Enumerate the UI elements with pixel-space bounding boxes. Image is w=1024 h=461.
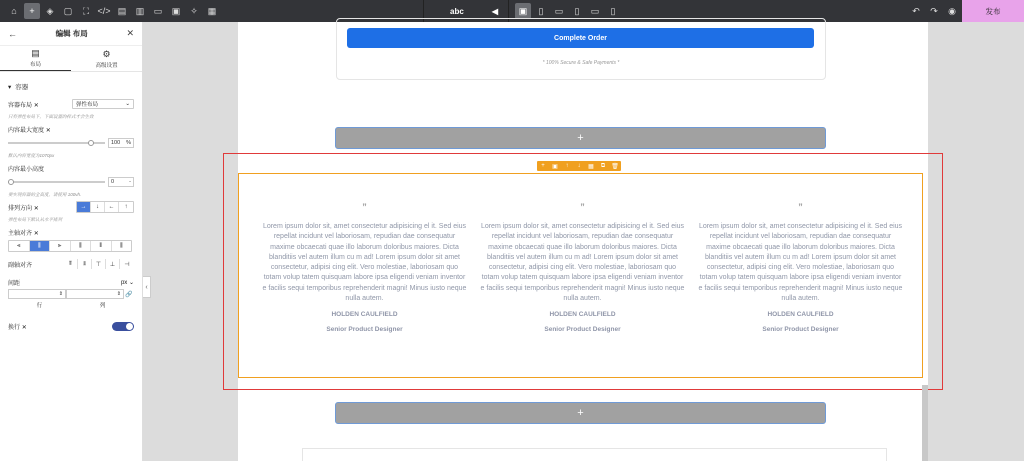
- tablet-portrait-icon[interactable]: ▯: [574, 5, 580, 16]
- gap-input-labels: [0, 299, 142, 311]
- add-section-button[interactable]: +: [335, 127, 826, 149]
- mobile-icon[interactable]: ▯: [610, 5, 616, 16]
- canvas-scrollbar[interactable]: [922, 385, 928, 461]
- layout-icon[interactable]: ▦: [588, 163, 594, 170]
- align-stretch-icon[interactable]: ⊥: [106, 259, 120, 269]
- testimonial-text: Lorem ipsum dolor sit, amet consectetur adipisicing el it. Sed eius repellat incidunt vel laboriosam, repudian dae consequatur maxime obcaecati quae illo laborum doloribus maiores. Dicta blanditiis vel autem illum cu m ad! Lorem ipsum dolor sit amet consectetur, adipisi cing elit. Vero molestiae, laboriosam quo totam volup tatem quisquam labore ipsa eligendi veniam inventor e facilis sequi temporibus reprehenderit magni! Minus iusto neque nulla autem.: [262, 223, 467, 303]
- align-label: 副轴对齐: [8, 262, 33, 269]
- section-toolbar: [537, 161, 621, 171]
- testimonial-name: HOLDEN CAULFIELD: [549, 311, 616, 319]
- gear-icon: ⚙: [102, 48, 111, 59]
- max-width-input[interactable]: 100 %: [108, 138, 134, 148]
- desktop-icon[interactable]: ▣: [515, 3, 531, 19]
- container-layout-label: 容器布局 ✕: [8, 102, 39, 109]
- justify-center-icon[interactable]: ⫼: [30, 241, 51, 251]
- tab-advanced-label: 高级设置: [95, 62, 118, 69]
- fullscreen-icon[interactable]: ⛶: [82, 5, 90, 16]
- tab-layout[interactable]: [0, 46, 71, 71]
- direction-row-icon[interactable]: →: [77, 202, 91, 212]
- direction-column-icon[interactable]: ↓: [91, 202, 105, 212]
- layout-icon: ▤: [31, 48, 40, 58]
- quote-icon: ”: [580, 202, 585, 212]
- justify-buttons-row: [0, 239, 142, 253]
- image-icon[interactable]: ▣: [171, 5, 181, 16]
- gap-row-label: 行: [36, 303, 43, 309]
- link-icon[interactable]: 🔗: [125, 291, 133, 298]
- section-container-header[interactable]: [0, 72, 142, 97]
- justify-between-icon[interactable]: ⫼: [71, 241, 92, 251]
- responsive-x-icon: ✕: [33, 230, 39, 237]
- max-width-label: 内容最大宽度 ✕: [8, 127, 51, 134]
- tablet-icon[interactable]: ▯: [538, 5, 544, 16]
- testimonial-role: Senior Product Designer: [326, 326, 403, 334]
- testimonial-role: Senior Product Designer: [544, 326, 621, 334]
- quote-icon: ”: [798, 202, 803, 212]
- min-height-slider-row: [0, 175, 142, 189]
- direction-row-reverse-icon[interactable]: ←: [105, 202, 119, 212]
- align-baseline-icon[interactable]: ⊣: [124, 261, 130, 268]
- responsive-x-icon: ✕: [33, 102, 39, 109]
- code-icon[interactable]: </>: [97, 6, 111, 16]
- gap-row: [0, 275, 142, 289]
- panel-header: [0, 22, 142, 46]
- direction-label: 排列方向 ✕: [8, 205, 39, 212]
- publish-button[interactable]: 发布: [962, 0, 1024, 22]
- duplicate-icon[interactable]: ⧉: [600, 162, 606, 169]
- home-icon[interactable]: ⌂: [11, 6, 17, 16]
- align-start-icon[interactable]: ⫪: [64, 259, 78, 269]
- section-title: 容器: [15, 84, 29, 91]
- caret-left-icon: ◀: [491, 6, 498, 16]
- redo-icon[interactable]: ↷: [930, 5, 938, 16]
- max-width-slider-row: [0, 136, 142, 150]
- justify-start-icon[interactable]: ⫷: [9, 241, 30, 251]
- editor-canvas: [238, 22, 928, 461]
- tab-advanced[interactable]: [71, 46, 142, 71]
- magic-icon[interactable]: ✧: [190, 5, 198, 16]
- toolbar-left-group: [0, 3, 423, 19]
- slider-thumb[interactable]: [8, 179, 14, 185]
- justify-evenly-icon[interactable]: ⫼: [119, 242, 123, 249]
- justify-row: [0, 225, 142, 239]
- min-height-slider[interactable]: [8, 181, 105, 183]
- add-section-button[interactable]: +: [335, 402, 826, 424]
- layers-icon[interactable]: ◈: [46, 5, 54, 16]
- chevron-down-icon: ⌄: [125, 101, 130, 107]
- gap-inputs: [0, 289, 142, 299]
- chevron-down-icon: ▾: [8, 83, 12, 91]
- settings-panel: [0, 22, 143, 461]
- collapse-panel-button[interactable]: ‹: [143, 276, 151, 298]
- align-buttons: [64, 259, 134, 269]
- container-layout-value: 弹性布局: [76, 102, 99, 108]
- complete-order-button[interactable]: Complete Order: [347, 28, 814, 48]
- page-name: abc: [450, 6, 464, 16]
- container-layout-select[interactable]: [72, 99, 134, 109]
- move-up-icon[interactable]: ↑: [565, 163, 569, 169]
- justify-label: 主轴对齐 ✕: [8, 230, 39, 237]
- wrap-label: 换行 ✕: [8, 324, 27, 331]
- align-row: [0, 257, 142, 271]
- wrap-row: [0, 319, 142, 333]
- next-section-card: [302, 448, 887, 461]
- justify-end-icon[interactable]: ⫸: [50, 241, 71, 251]
- gap-unit-select[interactable]: px ⌄: [120, 279, 134, 286]
- testimonial-card: [480, 202, 685, 333]
- max-width-slider[interactable]: [8, 142, 105, 144]
- trash-icon[interactable]: 🗑: [611, 163, 619, 170]
- back-arrow-icon[interactable]: ←: [8, 28, 17, 39]
- responsive-x-icon: ✕: [21, 324, 27, 331]
- direction-hint: 弹性布局下默认从水平排列: [8, 217, 62, 222]
- responsive-x-icon: ✕: [33, 205, 39, 212]
- file-icon[interactable]: ▤: [117, 5, 127, 16]
- plus-icon[interactable]: +: [24, 3, 40, 19]
- direction-row: [0, 200, 142, 214]
- secure-payments-text: * 100% Secure & Safe Payments *: [542, 60, 620, 66]
- max-width-row: [0, 122, 142, 136]
- tab-layout-label: 布局: [29, 62, 41, 68]
- justify-buttons: [8, 240, 132, 252]
- min-height-label: 内容最小高度: [8, 166, 45, 173]
- panel-tabs: [0, 46, 142, 72]
- folder-icon[interactable]: ▣: [552, 163, 558, 170]
- device-switcher: [509, 3, 621, 19]
- square-icon[interactable]: ▢: [63, 5, 73, 16]
- laptop-icon[interactable]: ▭: [554, 5, 564, 16]
- container-layout-hint: 只有弹性布局下，下面设置的样式才会生效: [8, 114, 94, 119]
- quote-icon: ”: [362, 202, 367, 212]
- gap-column-input[interactable]: ⇕: [66, 289, 124, 299]
- move-down-icon[interactable]: ↓: [577, 163, 581, 169]
- direction-buttons: [76, 201, 134, 213]
- testimonial-name: HOLDEN CAULFIELD: [331, 311, 398, 319]
- responsive-x-icon: ✕: [45, 127, 51, 134]
- gap-row-input[interactable]: ⇕: [8, 289, 66, 299]
- frame-icon[interactable]: ▭: [153, 5, 163, 16]
- justify-around-icon[interactable]: ⫴: [91, 241, 112, 251]
- tablet-landscape-icon[interactable]: ▭: [590, 5, 600, 16]
- testimonial-card: [262, 202, 467, 333]
- wrap-toggle[interactable]: [112, 322, 134, 331]
- close-icon[interactable]: ✕: [126, 28, 134, 38]
- direction-column-reverse-icon[interactable]: ↑: [124, 204, 128, 210]
- slider-thumb[interactable]: [88, 140, 94, 146]
- testimonial-name: HOLDEN CAULFIELD: [767, 311, 834, 319]
- add-icon[interactable]: +: [541, 163, 545, 169]
- max-width-hint: 默认内容宽度为1070px: [8, 153, 55, 158]
- testimonial-text: Lorem ipsum dolor sit, amet consectetur adipisicing el it. Sed eius repellat incidunt vel laboriosam, repudian dae consequatur maxime obcaecati quae illo laborum doloribus maiores. Dicta blanditiis vel autem illum cu m ad! Lorem ipsum dolor sit amet consectetur, adipisi cing elit. Vero molestiae, laboriosam quo totam volup tatem quisquam labore ipsa eligendi veniam inventor e facilis sequi temporibus reprehenderit magni! Minus iusto neque nulla autem.: [480, 223, 685, 303]
- toolbar-right-group: [908, 3, 960, 19]
- save-icon[interactable]: ▦: [207, 5, 217, 16]
- gap-label: 间距: [8, 280, 21, 287]
- panel-title: 编辑 布局: [55, 29, 88, 38]
- gap-column-label: 列: [99, 303, 106, 309]
- min-height-hint: 要实现容器的全高度，请使用 100vh.: [8, 192, 82, 197]
- template-icon[interactable]: ▥: [135, 5, 145, 16]
- testimonial-card: [698, 202, 903, 333]
- min-height-row: [0, 161, 142, 175]
- testimonial-role: Senior Product Designer: [762, 326, 839, 334]
- align-end-icon[interactable]: ⊤: [92, 259, 106, 269]
- preview-eye-icon[interactable]: ◉: [948, 5, 956, 16]
- undo-icon[interactable]: ↶: [912, 5, 920, 16]
- align-center-icon[interactable]: ⫫: [78, 259, 92, 269]
- container-layout-row: [0, 97, 142, 111]
- testimonial-text: Lorem ipsum dolor sit, amet consectetur adipisicing el it. Sed eius repellat incidunt vel laboriosam, repudian dae consequatur maxime obcaecati quae illo laborum doloribus maiores. Dicta blanditiis vel autem illum cu m ad! Lorem ipsum dolor sit amet consectetur, adipisi cing elit. Vero molestiae, laboriosam quo totam volup tatem quisquam labore ipsa eligendi veniam inventor e facilis sequi temporibus reprehenderit magni! Minus iusto neque nulla autem.: [698, 223, 903, 303]
- min-height-input[interactable]: 0 -: [108, 177, 134, 187]
